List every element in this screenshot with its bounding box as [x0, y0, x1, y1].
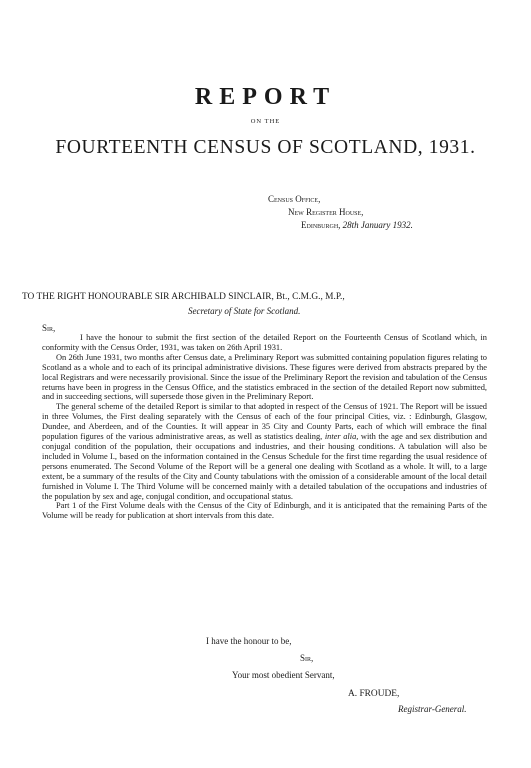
letter-body	[42, 333, 487, 521]
letter-paragraph-1: I have the honour to submit the first section of the detailed Report on the Fourteenth Census of Scotland which, in conformity with the Census Order, 1931, was taken on 26th April 1931.	[42, 333, 487, 352]
signature-name: A. FROUDE,	[348, 689, 400, 699]
letter-paragraph-3	[42, 402, 487, 501]
addressee-office: Secretary of State for Scotland.	[188, 306, 301, 316]
closing-line-2: Sir,	[300, 653, 314, 663]
salutation: Sir,	[42, 323, 56, 333]
addressee-line: TO THE RIGHT HONOURABLE SIR ARCHIBALD SINCLAIR, Bt., C.M.G., M.P.,	[22, 292, 345, 302]
closing-line-1: I have the honour to be,	[206, 636, 292, 646]
report-subtitle: FOURTEENTH CENSUS OF SCOTLAND, 1931.	[55, 137, 476, 158]
letter-paragraph-2: On 26th June 1931, two months after Census date, a Preliminary Report was submitted containing population figures relating to Scotland as a whole and to each of its principal administrative divisions. These figures were derived from abstracts prepared by the local Registrars and were necessarily provisional. Since the issue of the Preliminary Report the revision and tabulation of the Census returns have been in progress in the Census Office, and the statistics embraced in the section of the detailed Report now submitted, and in succeeding sections, will supersede those given in the Preliminary Report.	[42, 352, 487, 402]
report-title: REPORT	[194, 84, 337, 110]
address-line-1: Census Office,	[268, 194, 321, 204]
closing-line-3: Your most obedient Servant,	[232, 670, 335, 680]
letter-paragraph-4: Part 1 of the First Volume deals with the Census of the City of Edinburgh, and it is anticipated that the remaining Parts of the Volume will be ready for publication at short intervals from this date.	[42, 501, 487, 521]
address-place: Edinburgh,	[301, 220, 341, 230]
report-title-connector: ON THE	[250, 118, 281, 125]
letter-paragraph-3-part-b: with the age and sex distribution and conjugal condition of the population, their occupations and industries, and their housing conditions. A tabulation will also be included in Volume I., based on the information contained in the Census Schedule for the first time regarding the usual residence of persons enumerated. The Second Volume of the Report will be a general one dealing with Scotland as a whole. It will, to a large extent, be a summary of the results of the City and County tabulations with the omission of a considerable amount of the local detail furnished in Volume I. The Third Volume will be concerned mainly with a detailed tabulation of the occupations and industries of the population by sex and age, conjugal condition, and occupational status.	[42, 432, 487, 501]
address-date: 28th January 1932.	[342, 220, 413, 230]
signature-title: Registrar-General.	[398, 704, 467, 714]
letter-paragraph-3-part-a: The general scheme of the detailed Report is similar to that adopted in respect of the Census of 1921. The Report will be issued in three Volumes, the First dealing separately with the Census of each of the four principal Cities, viz. : Edinburgh, Glasgow, Dundee, and Aberdeen, and of the Counties. It will appear in 35 City and County Parts, each of which will embrace the final population figures of the various administrative areas, as well as statistics dealing,	[42, 402, 487, 442]
address-line-3	[301, 220, 413, 230]
address-line-2: New Register House,	[288, 207, 364, 217]
letter-paragraph-3-italic: inter alia,	[324, 432, 359, 442]
